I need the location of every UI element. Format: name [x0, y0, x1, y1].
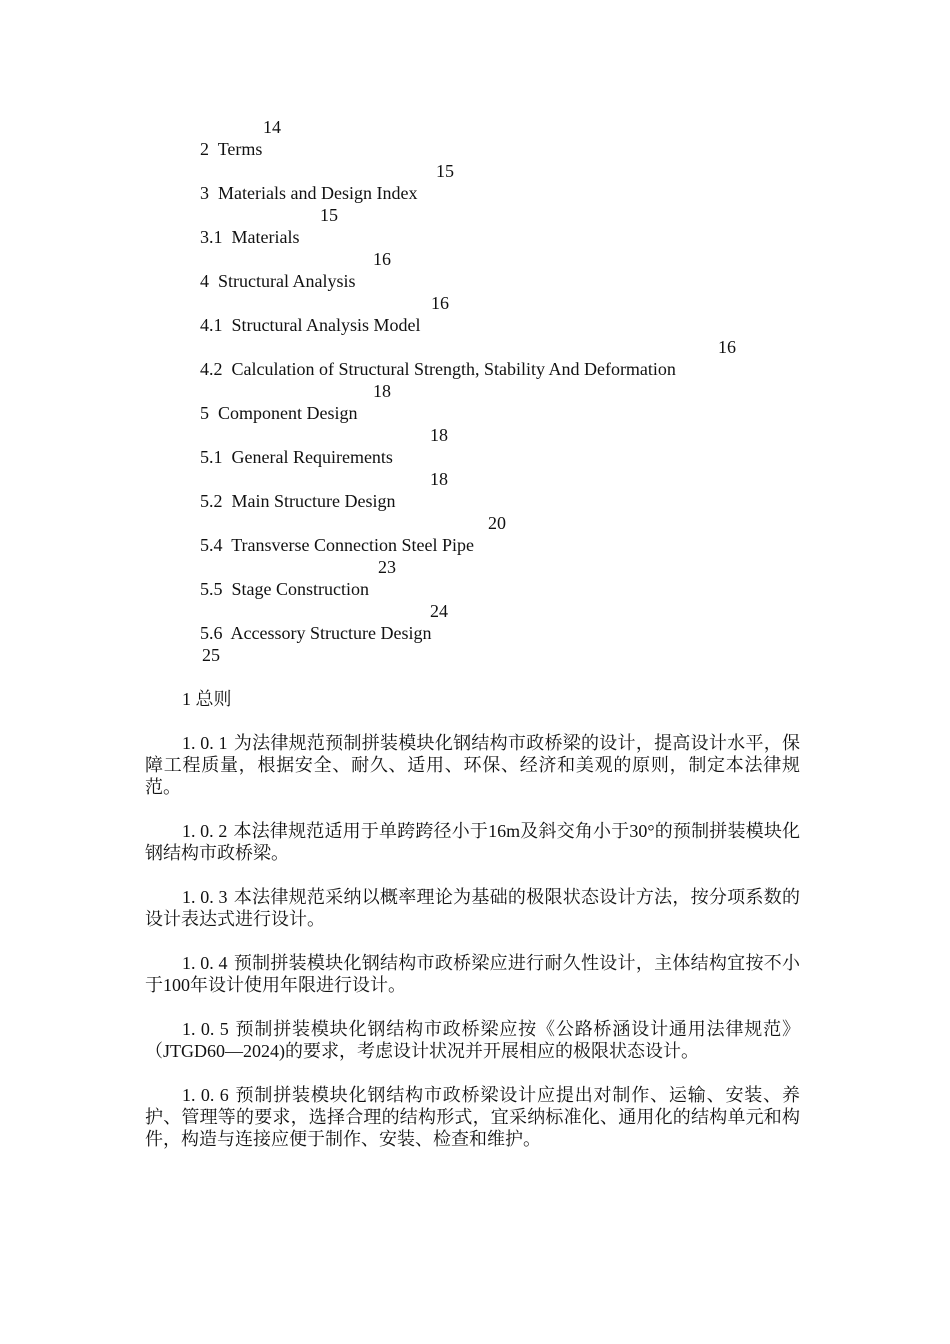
clause-text: 预制拼装模块化钢结构市政桥梁设计应提出对制作、运输、安装、养护、管理等的要求，选择合理的结构形式，宜采纳标准化、通用化的结构单元和构件，构造与连接应便于制作、安装、检查和维护。 — [145, 1085, 800, 1149]
toc-page: 18 — [430, 469, 448, 489]
toc-title: Component Design — [218, 403, 358, 423]
toc-page: 18 — [430, 425, 448, 445]
toc-title: Structural Analysis Model — [231, 315, 421, 335]
toc-title: Calculation of Structural Strength, Stability And Deformation — [231, 359, 676, 379]
toc-title: Terms — [217, 139, 263, 159]
toc-number: 4 — [200, 271, 209, 291]
toc-number: 5.6 — [200, 623, 223, 643]
clause-text: 预制拼装模块化钢结构市政桥梁应按《公路桥涵设计通用法律规范》（JTGD60—2024)的要求，考虑设计状况并开展相应的极限状态设计。 — [145, 1019, 800, 1061]
clause-number: 1. 0. 4 — [182, 953, 228, 973]
toc-title: Main Structure Design — [231, 491, 396, 511]
toc-number: 4.2 — [200, 359, 223, 379]
toc-title: General Requirements — [231, 447, 393, 467]
clause-1-0-6 — [145, 1084, 800, 1150]
toc-page: 18 — [373, 381, 391, 401]
toc-number: 5.5 — [200, 579, 223, 599]
clause-number: 1. 0. 2 — [182, 821, 228, 841]
clause-1-0-4 — [145, 952, 800, 996]
toc-number: 3.1 — [200, 227, 223, 247]
clause-text: 本法律规范采纳以概率理论为基础的极限状态设计方法，按分项系数的设计表达式进行设计。 — [145, 887, 800, 929]
clause-text: 本法律规范适用于单跨跨径小于16m及斜交角小于30°的预制拼装模块化钢结构市政桥梁。 — [145, 821, 801, 863]
clause-1-0-2 — [145, 820, 800, 864]
clause-text: 预制拼装模块化钢结构市政桥梁应进行耐久性设计，主体结构宜按不小于100年设计使用年限进行设计。 — [145, 953, 800, 995]
toc-number: 5 — [200, 403, 209, 423]
toc-number: 2 — [200, 139, 209, 159]
clause-1-0-3 — [145, 886, 800, 930]
clause-1-0-1 — [145, 732, 800, 798]
clause-number: 1. 0. 6 — [182, 1085, 229, 1105]
toc-page: 20 — [488, 513, 506, 533]
toc-title: Materials — [231, 227, 300, 247]
toc-page: 15 — [436, 161, 454, 181]
toc-title: Stage Construction — [231, 579, 369, 599]
toc-page: 16 — [373, 249, 391, 269]
toc-number: 5.2 — [200, 491, 223, 511]
toc-number: 3 — [200, 183, 209, 203]
toc-page: 23 — [378, 557, 396, 577]
toc-page: 24 — [430, 601, 448, 621]
toc-number: 5.4 — [200, 535, 223, 555]
toc-page: 15 — [320, 205, 338, 225]
toc-title: Materials and Design Index — [218, 183, 418, 203]
clause-number: 1. 0. 1 — [182, 733, 228, 753]
toc-title: Accessory Structure Design — [230, 623, 432, 643]
toc-page: 16 — [431, 293, 449, 313]
toc-number: 4.1 — [200, 315, 223, 335]
toc-page: 25 — [202, 645, 220, 665]
clause-text: 为法律规范预制拼装模块化钢结构市政桥梁的设计，提高设计水平，保障工程质量，根据安全、耐久、适用、环保、经济和美观的原则，制定本法律规范。 — [145, 733, 800, 797]
clause-number: 1. 0. 5 — [182, 1019, 229, 1039]
clause-1-0-5 — [145, 1018, 800, 1062]
toc-page: 14 — [263, 117, 281, 137]
toc-title: Structural Analysis — [218, 271, 356, 291]
toc-page: 16 — [718, 337, 736, 357]
toc-title: Transverse Connection Steel Pipe — [231, 535, 474, 555]
clause-number: 1. 0. 3 — [182, 887, 228, 907]
section-heading: 1 总则 — [182, 689, 232, 709]
toc-number: 5.1 — [200, 447, 223, 467]
